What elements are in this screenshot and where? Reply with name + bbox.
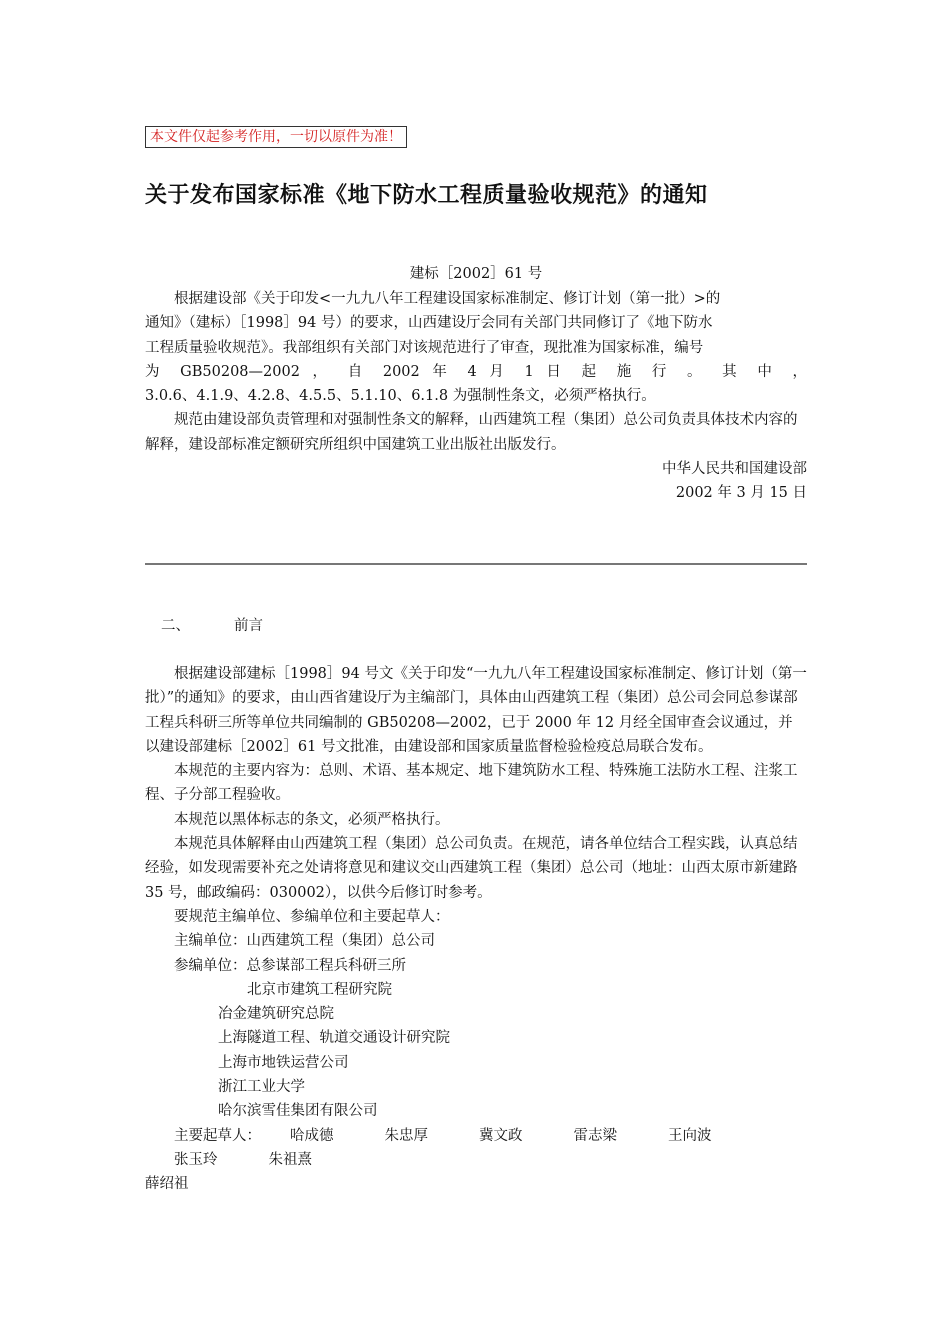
preface-body [145,662,807,1197]
notice-line-5: 3.0.6、4.1.9、4.2.8、4.5.5、5.1.10、6.1.8 为强制性条文，必须严格执行。 [145,388,656,405]
preface-paragraph-2: 本规范的主要内容为：总则、术语、基本规定、地下建筑防水工程、特殊施工法防水工程、注浆工程、子分部工程验收。 [145,763,798,804]
chief-unit: 主编单位：山西建筑工程（集团）总公司 [174,933,435,950]
drafters-label: 主要起草人： [174,1127,261,1144]
participating-unit-4: 上海隧道工程、轨道交通设计研究院 [218,1030,450,1047]
notice-line-3: 工程质量验收规范》。我部组织有关部门对该规范进行了审查，现批准为国家标准，编号 [145,339,704,356]
horizontal-divider [145,563,807,565]
preface-paragraph-1: 根据建设部建标［1998］94 号文《关于印发“一九九八年工程建设国家标准制定、修订计划（第一批）”的通知》的要求，由山西省建设厅为主编部门，具体由山西建筑工程（集团）总公司会同总参谋部工程兵科研三所等单位共同编制的 GB50208—2002，已于 2000 年 12 月经全国审查会议通过，并以建设部建标［2002］61 号文批准，由建设部和国家质量监督检验检疫总局联合发布。 [145,666,807,755]
participating-unit-2: 北京市建筑工程研究院 [247,981,392,998]
drafter-name: 朱祖熹 [268,1151,312,1168]
section-number: 二、 [161,618,190,634]
preface-paragraph-4: 本规范具体解释由山西建筑工程（集团）总公司负责。在规范，请各单位结合工程实践，认真总结经验，如发现需要补充之处请将意见和建议交山西建筑工程（集团）总公司（地址：山西太原市新建路 35 号，邮政编码：030002），以供今后修订时参考。 [145,836,798,901]
drafter-name: 冀文政 [479,1127,523,1144]
participating-unit-3: 冶金建筑研究总院 [218,1006,334,1023]
notice-body [145,287,807,506]
participating-unit-1: 参编单位：总参谋部工程兵科研三所 [174,957,406,974]
document-number: 建标［2002］61 号 [409,266,543,282]
drafter-name-overflow: 薛绍祖 [145,1176,189,1193]
notice-line-4: 为 GB50208—2002 ， 自 2002 年 4 月 1 日 起 施 行 。 其 中 ， [145,363,807,380]
section-title: 前言 [234,618,263,634]
notice-title: 关于发布国家标准《地下防水工程质量验收规范》的通知 [145,183,708,208]
issue-date: 2002 年 3 月 15 日 [675,485,807,502]
units-intro: 要规范主编单位、参编单位和主要起草人： [174,908,450,925]
drafter-name: 哈成德 [290,1127,334,1144]
notice-line-2: 通知》（建标）［1998］94 号）的要求，山西建设厅会同有关部门共同修订了《地下防水 [145,315,713,332]
notice-paragraph-2: 规范由建设部负责管理和对强制性条文的解释，山西建筑工程（集团）总公司负责具体技术内容的解释，建设部标准定额研究所组织中国建筑工业出版社出版发行。 [145,412,798,453]
issuer: 中华人民共和国建设部 [662,461,807,478]
drafter-name: 雷志梁 [573,1127,617,1144]
participating-unit-5: 上海市地铁运营公司 [218,1054,349,1071]
notice-line-1: 根据建设部《关于印发<一九九八年工程建设国家标准制定、修订计划（第一批）>的 [174,291,721,307]
participating-unit-7: 哈尔滨雪佳集团有限公司 [218,1103,378,1120]
drafter-name: 王向波 [668,1127,712,1144]
drafter-name: 朱忠厚 [384,1127,428,1144]
preface-paragraph-3: 本规范以黑体标志的条文，必须严格执行。 [174,811,450,828]
disclaimer-box: 本文件仅起参考作用，一切以原件为准！ [145,126,407,148]
participating-unit-6: 浙江工业大学 [218,1079,305,1096]
drafters-line [145,1124,807,1173]
section-heading [161,614,263,638]
drafter-name: 张玉玲 [174,1151,218,1168]
